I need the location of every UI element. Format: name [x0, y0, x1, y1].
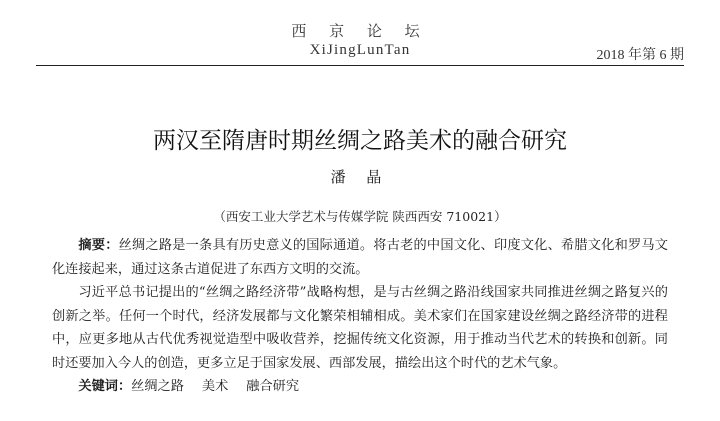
keyword: 融合研究 — [246, 379, 300, 394]
issue-number: 2018 年第 6 期 — [596, 48, 684, 63]
abstract-paragraph-1 — [52, 234, 668, 281]
abstract-text-1: 丝绸之路是一条具有历史意义的国际通道。将古老的中国文化、印度文化、希腊文化和罗马文化连接起来，通过这条古道促进了东西方文明的交流。 — [52, 238, 668, 277]
article-title: 两汉至隋唐时期丝绸之路美术的融合研究 — [153, 128, 567, 154]
keyword: 丝绸之路 — [131, 379, 184, 394]
abstract-label: 摘要： — [78, 238, 119, 253]
keyword: 美术 — [201, 379, 229, 394]
abstract-body — [52, 234, 668, 399]
keywords-line — [52, 375, 668, 399]
header-rule — [36, 65, 684, 66]
journal-roman-name: XiJingLunTan — [309, 42, 411, 58]
author-affiliation: （西安工业大学艺术与传媒学院 陕西西安 710021） — [213, 209, 507, 224]
keywords-label: 关键词： — [78, 379, 132, 394]
author-name: 潘 晶 — [330, 168, 390, 186]
journal-name: 西 京 论 坛 — [291, 22, 429, 40]
abstract-paragraph-2 — [52, 281, 668, 375]
abstract-text-2: 习近平总书记提出的“丝绸之路经济带”战略构想，是与古丝绸之路沿线国家共同推进丝绸之路复兴的创新之举。任何一个时代，经济发展都与文化繁荣相辅相成。美术家们在国家建设丝绸之路经济带的进程中，应更多地从古代优秀视觉造型中吸收营养，挖掘传统文化资源，用于推动当代艺术的转换和创新。同时还要加入今人的创造，更多立足于国家发展、西部发展，描绘出这个时代的艺术气象。 — [52, 285, 668, 371]
